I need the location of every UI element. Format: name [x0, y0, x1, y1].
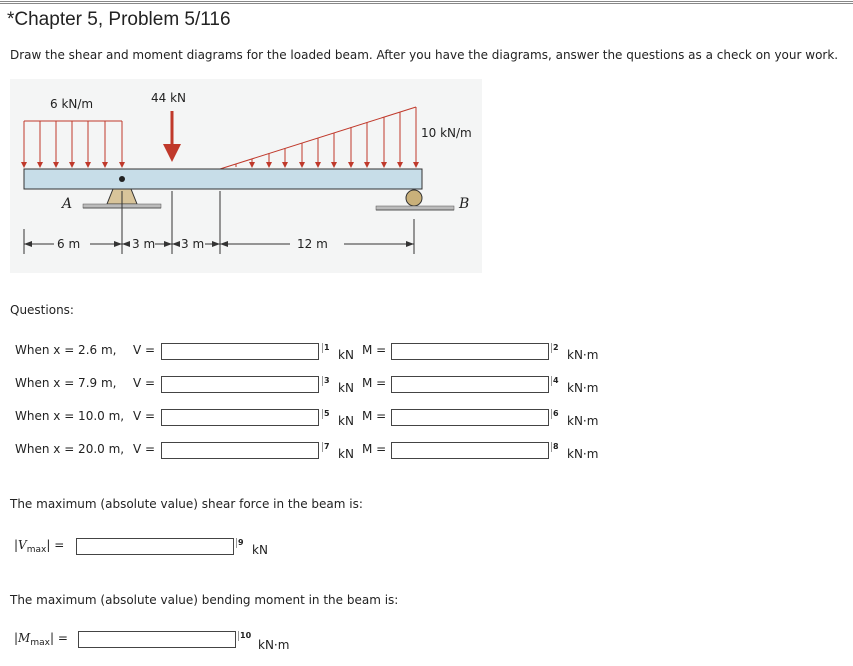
shear-unit: kN [338, 348, 354, 362]
max-shear-unit: kN [252, 543, 268, 557]
v-label: V = [133, 343, 156, 357]
shear-answer-input[interactable] [161, 409, 319, 426]
max-moment-input[interactable] [78, 631, 236, 648]
beam-figure [10, 79, 482, 273]
max-shear-input[interactable] [76, 538, 234, 555]
v-label: V = [133, 442, 156, 456]
max-shear-prompt: The maximum (absolute value) shear force in the beam is: [10, 497, 363, 511]
beam-pin-dot [119, 176, 125, 182]
answer-tag: 3 [324, 376, 330, 385]
v-label: V = [133, 409, 156, 423]
ramp-load [220, 107, 416, 169]
question-prefix: When x = 2.6 m, [15, 343, 117, 357]
dim-label-3: 3 m [181, 237, 205, 251]
answer-tag: 4 [553, 376, 559, 385]
question-prefix: When x = 7.9 m, [15, 376, 117, 390]
problem-instructions: Draw the shear and moment diagrams for the loaded beam. After you have the diagrams, answer the questions as a check on your work. [10, 48, 839, 62]
question-prefix: When x = 10.0 m, [15, 409, 125, 423]
top-rule [0, 1, 853, 2]
point-load-label: 44 kN [151, 91, 187, 105]
support-a-label: A [62, 196, 73, 212]
max-shear-symbol: V [18, 538, 27, 552]
moment-unit: kN·m [567, 414, 599, 428]
question-prefix: When x = 20.0 m, [15, 442, 125, 456]
max-moment-prompt: The maximum (absolute value) bending moment in the beam is: [10, 593, 399, 607]
dim-label-1: 6 m [57, 237, 81, 251]
shear-unit: kN [338, 381, 354, 395]
shear-unit: kN [338, 414, 354, 428]
max-moment-symbol: M [18, 631, 31, 645]
answer-tag: 2 [553, 343, 559, 352]
answer-tag: 7 [324, 442, 330, 451]
support-b-roller [406, 190, 422, 206]
max-shear-label: $|V_{max}|$ = [14, 538, 65, 555]
uniform-load [24, 121, 122, 167]
moment-unit: kN·m [567, 381, 599, 395]
max-moment-sub: max [30, 638, 50, 648]
moment-answer-input[interactable] [391, 409, 549, 426]
top-rule-2 [0, 3, 853, 4]
m-label: M = [362, 442, 387, 456]
m-label: M = [362, 409, 387, 423]
shear-answer-input[interactable] [161, 376, 319, 393]
answer-tag: 5 [324, 409, 330, 418]
moment-unit: kN·m [567, 447, 599, 461]
max-shear-sub: max [26, 545, 47, 555]
answer-tag: 8 [553, 442, 559, 451]
beam [24, 169, 422, 189]
v-label: V = [133, 376, 156, 390]
ramp-load-label: 10 kN/m [421, 126, 472, 140]
uniform-load-label: 6 kN/m [50, 97, 94, 111]
moment-unit: kN·m [567, 348, 599, 362]
support-b-label: B [459, 196, 470, 212]
max-moment-equals: = [57, 631, 68, 645]
max-shear-equals: = [54, 538, 65, 552]
dim-label-2: 3 m [132, 237, 156, 251]
m-label: M = [362, 343, 387, 357]
moment-answer-input[interactable] [391, 376, 549, 393]
m-label: M = [362, 376, 387, 390]
problem-title: *Chapter 5, Problem 5/116 [7, 9, 231, 30]
shear-answer-input[interactable] [161, 442, 319, 459]
answer-tag: 10 [240, 631, 252, 640]
dimension-lines [24, 191, 414, 254]
answer-tag: 1 [324, 343, 330, 352]
moment-answer-input[interactable] [391, 343, 549, 360]
dim-label-4: 12 m [297, 237, 328, 251]
moment-answer-input[interactable] [391, 442, 549, 459]
shear-answer-input[interactable] [161, 343, 319, 360]
answer-tag: 9 [238, 538, 244, 547]
questions-heading: Questions: [10, 303, 74, 317]
max-moment-unit: kN·m [258, 638, 290, 652]
max-moment-label: $|M_{max}|$ = [14, 631, 68, 648]
shear-unit: kN [338, 447, 354, 461]
answer-tag: 6 [553, 409, 559, 418]
